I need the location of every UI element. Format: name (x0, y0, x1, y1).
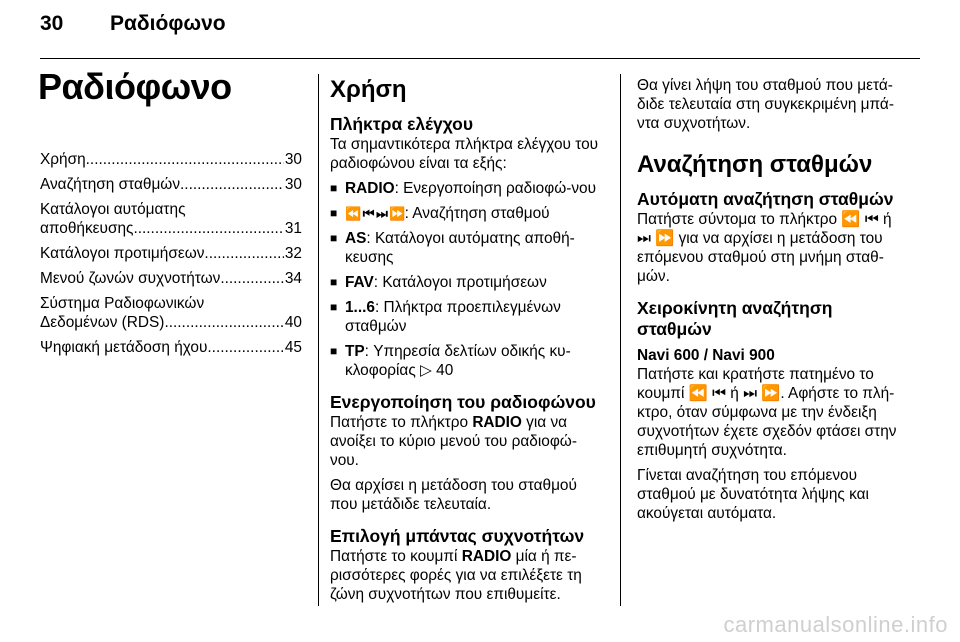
toc-page: 30 (284, 176, 302, 193)
controls-intro: Τα σημαντικότερα πλήκτρα ελέγχου του ραδιοφώνου είναι τα εξής: (330, 136, 599, 172)
column-search (637, 76, 907, 529)
toc-page: 32 (284, 245, 302, 262)
manual-search-paragraph-2: Γίνεται αναζήτηση του επόμενου σταθμού με δυνατότητα λήψης και ακούγεται αυτόματα. (637, 467, 869, 522)
section-heading-search: Αναζήτηση σταθμών (637, 151, 873, 178)
activate-paragraph-2: Θα αρχίσει η μετάδοση του σταθμού που μετάδιδε τελευταία. (330, 477, 577, 513)
toc-page: 31 (284, 220, 302, 237)
list-item (330, 179, 605, 198)
toc-page: 45 (284, 339, 302, 356)
toc-text: Μενού ζωνών συχνοτήτων (40, 270, 221, 287)
key-label: FAV (345, 274, 374, 291)
toc-text: Χρήση (40, 151, 86, 168)
toc-entry[interactable] (40, 200, 302, 238)
toc-leader (86, 150, 284, 169)
subheading-controls: Πλήκτρα ελέγχου (330, 114, 474, 134)
toc-entry[interactable] (40, 175, 302, 194)
list-item (330, 342, 605, 380)
key-label: RADIO (345, 180, 395, 197)
watermark: carmanualsonline.info (723, 612, 948, 637)
manual-search-paragraph-1: Πατήστε και κρατήστε πατημένο το κουμπί ⏪ ⏮ ή ⏭ ⏩. Αφήστε το πλή-κτρο, όταν σύμφωνα με την ένδειξη συχνοτήτων έχετε σχεδόν φτάσει στην επιθυμητή συχνότητα. (637, 366, 897, 459)
toc-text: Δεδομένων (RDS) (40, 314, 165, 331)
toc-page: 34 (284, 270, 302, 287)
key-description: : Κατάλογοι προτιμήσεων (373, 274, 547, 291)
toc-text: Ψηφιακή μετάδοση ήχου (40, 339, 208, 356)
controls-list (330, 179, 605, 380)
activate-paragraph-1: Πατήστε το πλήκτρο RADIO για να ανοίξει το κύριο μενού του ραδιοφώ-νου. (330, 414, 577, 469)
subheading-activate: Ενεργοποίηση του ραδιοφώνου (330, 392, 596, 412)
list-item (330, 229, 605, 267)
subheading-band: Επιλογή μπάντας συχνοτήτων (330, 526, 585, 546)
key-description: : Κατάλογοι αυτόματης αποθή-κευσης (345, 230, 575, 266)
page-number: 30 (40, 12, 64, 35)
column-divider-1 (318, 74, 319, 606)
toc-leader (204, 244, 283, 263)
list-item (330, 273, 605, 292)
toc-leader (207, 338, 283, 357)
radio-key-label: RADIO (472, 414, 522, 431)
toc-entry[interactable] (40, 244, 302, 263)
key-label: AS (345, 230, 367, 247)
toc-text-line1: Κατάλογοι αυτόματης (40, 201, 186, 218)
subheading-manual-search: Χειροκίνητη αναζήτηση σταθμών (637, 298, 833, 339)
toc-text-line1: Σύστημα Ραδιοφωνικών (40, 295, 205, 312)
running-title: Ραδιόφωνο (110, 12, 226, 35)
column-divider-2 (620, 74, 621, 606)
seek-buttons-icon: ⏪ ⏮ ⏭ ⏩ (345, 206, 405, 221)
list-item (330, 298, 605, 336)
page-header (40, 12, 226, 52)
model-label: Navi 600 / Navi 900 (637, 347, 775, 364)
table-of-contents (40, 150, 302, 363)
header-rule (40, 58, 920, 59)
key-label: 1...6 (345, 299, 375, 316)
toc-leader (133, 219, 283, 238)
column-use (330, 76, 605, 610)
key-description: : Αναζήτηση σταθμού (404, 205, 550, 222)
toc-page: 30 (284, 151, 302, 168)
toc-entry[interactable] (40, 338, 302, 357)
key-label: TP (345, 343, 365, 360)
toc-text: αποθήκευσης (40, 220, 134, 237)
chapter-title: Ραδιόφωνο (38, 66, 232, 107)
toc-text: Κατάλογοι προτιμήσεων (40, 245, 205, 262)
toc-leader (164, 313, 283, 332)
radio-key-label: RADIO (461, 548, 512, 565)
toc-entry[interactable] (40, 150, 302, 169)
toc-leader (220, 269, 284, 288)
toc-entry[interactable] (40, 269, 302, 288)
key-description: : Υπηρεσία δελτίων οδικής κυ-κλοφορίας ▷ 40 (345, 343, 571, 379)
key-description: : Ενεργοποίηση ραδιοφώ-νου (394, 180, 597, 197)
section-heading-use: Χρήση (330, 76, 407, 103)
auto-search-paragraph: Πατήστε σύντομα το πλήκτρο ⏪ ⏮ ή ⏭ ⏩ για να αρχίσει η μετάδοση του επόμενου σταθμού στη μνήμη σταθ-μών. (637, 211, 892, 285)
toc-text: Αναζήτηση σταθμών (40, 176, 181, 193)
toc-entry[interactable] (40, 294, 302, 332)
subheading-auto-search: Αυτόματη αναζήτηση σταθμών (637, 189, 894, 209)
toc-page: 40 (284, 314, 302, 331)
list-item (330, 204, 605, 223)
band-paragraph-2: Θα γίνει λήψη του σταθμού που μετά-διδε τελευταία στη συγκεκριμένη μπά-ντα συχνοτήτων. (637, 77, 894, 132)
toc-leader (180, 175, 284, 194)
key-description: : Πλήκτρα προεπιλεγμένων σταθμών (345, 299, 561, 335)
band-paragraph-1: Πατήστε το κουμπί RADIO μία ή πε-ρισσότερες φορές για να επιλέξετε τη ζώνη συχνοτήτων που επιθυμείτε. (330, 548, 582, 603)
